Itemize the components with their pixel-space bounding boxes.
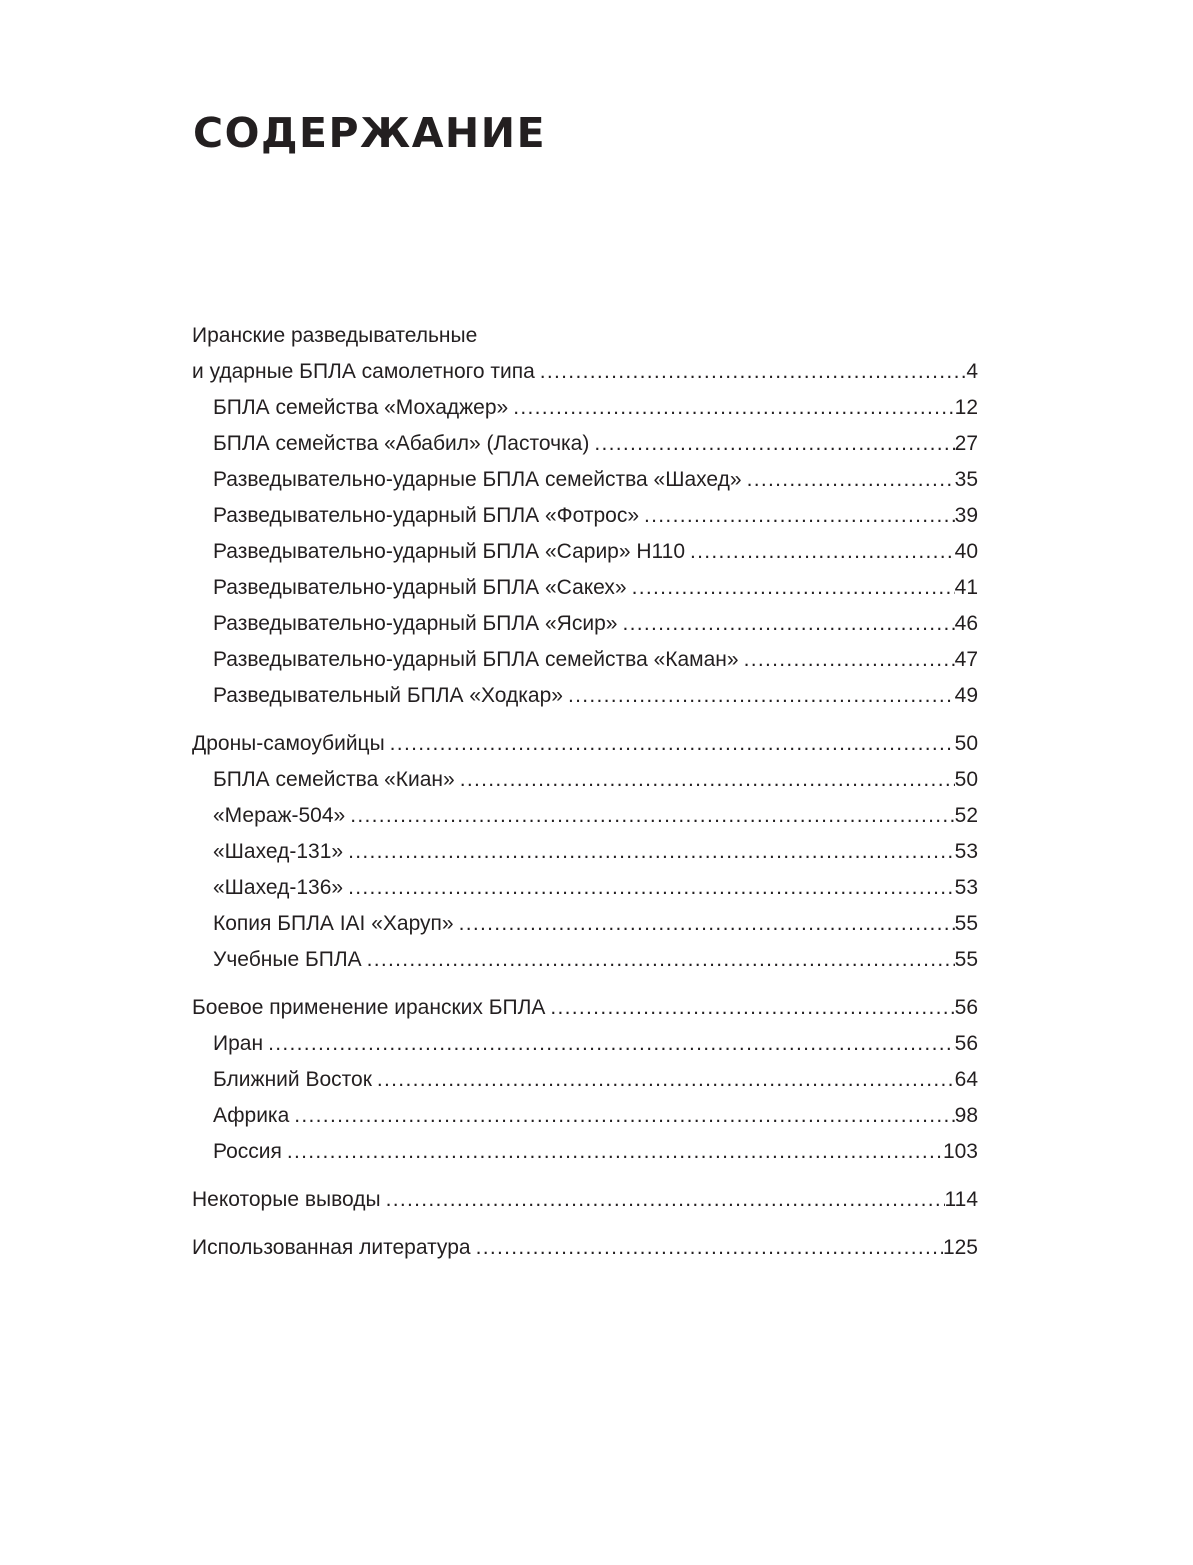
toc-entry[interactable]	[192, 1134, 978, 1170]
toc-entry-title: Россия	[213, 1140, 282, 1163]
toc-section-heading[interactable]	[192, 726, 978, 762]
toc-entry[interactable]	[192, 762, 978, 798]
dot-leader	[594, 426, 954, 462]
toc-entry-title: БПЛА семейства «Мохаджер»	[213, 396, 509, 419]
toc-entry-title: «Шахед-136»	[213, 876, 344, 899]
dot-leader	[747, 462, 955, 498]
toc-entry[interactable]	[192, 834, 978, 870]
dot-leader	[568, 678, 955, 714]
toc-entry[interactable]	[192, 906, 978, 942]
dot-leader	[367, 942, 955, 978]
toc-section-title: и ударные БПЛА самолетного типа	[192, 360, 535, 383]
dot-leader	[459, 906, 955, 942]
toc-entry[interactable]	[192, 942, 978, 978]
toc-section	[192, 726, 978, 978]
toc-page-number: 56	[954, 1032, 978, 1055]
toc-page-number: 41	[954, 576, 978, 599]
toc-entry-title: «Шахед-131»	[213, 840, 344, 863]
dot-leader	[348, 870, 955, 906]
toc-entry[interactable]	[192, 462, 978, 498]
toc-entry[interactable]	[192, 570, 978, 606]
toc-page-number: 47	[954, 648, 978, 671]
toc-page-number: 46	[954, 612, 978, 635]
dot-leader	[460, 762, 955, 798]
dot-leader	[690, 534, 955, 570]
toc-section-heading[interactable]	[192, 1182, 978, 1218]
toc-entry[interactable]	[192, 498, 978, 534]
dot-leader	[377, 1062, 955, 1098]
toc-entry-title: Разведывательно-ударные БПЛА семейства «Шахед»	[213, 468, 742, 491]
toc-entry-title: Иран	[213, 1032, 264, 1055]
toc-page-number: 49	[954, 684, 978, 707]
toc-section-title: Использованная литература	[192, 1236, 471, 1259]
toc-entry-title: Разведывательный БПЛА «Ходкар»	[213, 684, 563, 707]
toc-section-title: Иранские разведывательные	[192, 324, 478, 347]
dot-leader	[513, 390, 954, 426]
toc-page-number: 55	[954, 912, 978, 935]
toc-entry[interactable]	[192, 1098, 978, 1134]
dot-leader	[350, 798, 954, 834]
dot-leader	[644, 498, 955, 534]
toc-section-heading[interactable]	[192, 354, 978, 390]
toc-entry-title: «Мераж-504»	[213, 804, 346, 827]
toc-page-number: 56	[954, 996, 978, 1019]
toc-entry[interactable]	[192, 606, 978, 642]
page-title: СОДЕРЖАНИЕ	[193, 109, 547, 157]
toc-entry-title: БПЛА семейства «Абабил» (Ласточка)	[213, 432, 590, 455]
toc-page-number: 53	[954, 876, 978, 899]
dot-leader	[268, 1026, 955, 1062]
toc-entry-title: Разведывательно-ударный БПЛА «Фотрос»	[213, 504, 640, 527]
toc-entry-title: Разведывательно-ударный БПЛА семейства «Каман»	[213, 648, 739, 671]
toc-page-number: 125	[942, 1236, 978, 1259]
toc-entry-title: Разведывательно-ударный БПЛА «Сарир» H110	[213, 540, 686, 563]
toc-entry[interactable]	[192, 1062, 978, 1098]
toc-section-title: Боевое применение иранских БПЛА	[192, 996, 546, 1019]
dot-leader	[744, 642, 955, 678]
toc-page-number: 53	[954, 840, 978, 863]
toc-section	[192, 318, 978, 714]
toc-entry-title: Учебные БПЛА	[213, 948, 362, 971]
dot-leader	[622, 606, 954, 642]
toc-page-number: 103	[942, 1140, 978, 1163]
toc-section	[192, 990, 978, 1170]
toc-page-number: 27	[954, 432, 978, 455]
toc-entry-title: Копия БПЛА IAI «Харуп»	[213, 912, 454, 935]
dot-leader	[540, 354, 967, 390]
toc-section	[192, 1230, 978, 1266]
toc-page-number: 64	[954, 1068, 978, 1091]
toc-entry-title: Разведывательно-ударный БПЛА «Сакех»	[213, 576, 627, 599]
toc-entry[interactable]	[192, 534, 978, 570]
dot-leader	[476, 1230, 943, 1266]
toc-entry[interactable]	[192, 426, 978, 462]
dot-leader	[390, 726, 955, 762]
dot-leader	[550, 990, 954, 1026]
toc-page-number: 35	[954, 468, 978, 491]
toc-section-title: Дроны-самоубийцы	[192, 732, 385, 755]
toc-entry-title: Разведывательно-ударный БПЛА «Ясир»	[213, 612, 618, 635]
toc-entry[interactable]	[192, 870, 978, 906]
dot-leader	[386, 1182, 945, 1218]
toc-page-number: 12	[954, 396, 978, 419]
dot-leader	[294, 1098, 954, 1134]
toc-section-heading-line	[192, 318, 978, 354]
toc-page-number: 52	[954, 804, 978, 827]
toc-entry[interactable]	[192, 390, 978, 426]
toc-page-number: 98	[954, 1104, 978, 1127]
toc-page-number: 50	[954, 732, 978, 755]
toc-page-number: 40	[954, 540, 978, 563]
toc-entry-title: БПЛА семейства «Киан»	[213, 768, 455, 791]
toc-page-number: 4	[966, 360, 978, 383]
dot-leader	[632, 570, 955, 606]
toc-entry[interactable]	[192, 642, 978, 678]
toc-page-number: 39	[954, 504, 978, 527]
toc-section	[192, 1182, 978, 1218]
toc-page-number: 50	[954, 768, 978, 791]
dot-leader	[287, 1134, 943, 1170]
toc-entry[interactable]	[192, 678, 978, 714]
dot-leader	[348, 834, 955, 870]
toc-section-title: Некоторые выводы	[192, 1188, 381, 1211]
table-of-contents	[192, 318, 978, 1278]
toc-entry[interactable]	[192, 798, 978, 834]
toc-section-heading[interactable]	[192, 990, 978, 1026]
toc-entry[interactable]	[192, 1026, 978, 1062]
toc-section-heading[interactable]	[192, 1230, 978, 1266]
toc-entry-title: Ближний Восток	[213, 1068, 372, 1091]
toc-page-number: 114	[944, 1188, 978, 1211]
toc-page-number: 55	[954, 948, 978, 971]
toc-entry-title: Африка	[213, 1104, 290, 1127]
